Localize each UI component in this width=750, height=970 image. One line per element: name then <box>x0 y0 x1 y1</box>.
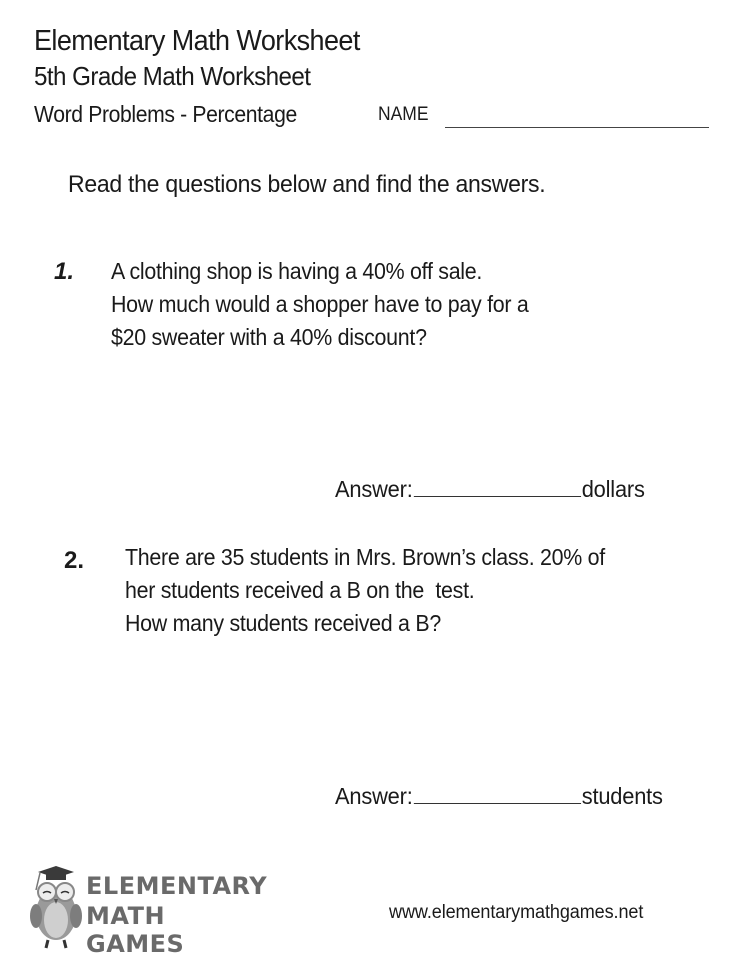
answer-blank-1[interactable] <box>414 476 581 497</box>
question-1-line-2: How much would a shopper have to pay for a <box>111 291 529 317</box>
question-2-line-2: her students received a B on the test. <box>125 577 475 603</box>
question-text-1 <box>111 255 529 354</box>
answer-label-1: Answer: <box>335 476 413 502</box>
worksheet-topic: Word Problems - Percentage <box>34 101 297 127</box>
question-2-line-1: There are 35 students in Mrs. Brown’s class. 20% of <box>125 544 605 570</box>
question-number-1: 1. <box>54 258 75 285</box>
question-number-2: 2. <box>64 547 85 574</box>
question-1-line-3: $20 sweater with a 40% discount? <box>111 324 427 350</box>
website-url: www.elementarymathgames.net <box>389 902 644 923</box>
worksheet-subtitle: 5th Grade Math Worksheet <box>34 61 311 91</box>
worksheet-title: Elementary Math Worksheet <box>34 25 360 57</box>
logo-text-line-2: MATH GAMES <box>86 902 185 958</box>
answer-unit-1: dollars <box>581 476 645 502</box>
instructions: Read the questions below and find the answers. <box>68 171 546 198</box>
answer-row-1 <box>335 476 645 503</box>
name-label: NAME <box>378 104 429 125</box>
question-text-2 <box>125 541 605 640</box>
site-logo <box>24 862 268 958</box>
answer-label-2: Answer: <box>335 783 413 809</box>
question-1-line-1: A clothing shop is having a 40% off sale. <box>111 258 483 284</box>
answer-blank-2[interactable] <box>414 783 581 804</box>
owl-with-graduation-cap-icon <box>24 862 84 952</box>
name-field-line[interactable] <box>445 127 709 128</box>
logo-text-line-1: ELEMENTARY <box>86 872 268 900</box>
answer-unit-2: students <box>581 783 663 809</box>
answer-row-2 <box>335 783 663 810</box>
question-2-line-3: How many students received a B? <box>125 610 441 636</box>
